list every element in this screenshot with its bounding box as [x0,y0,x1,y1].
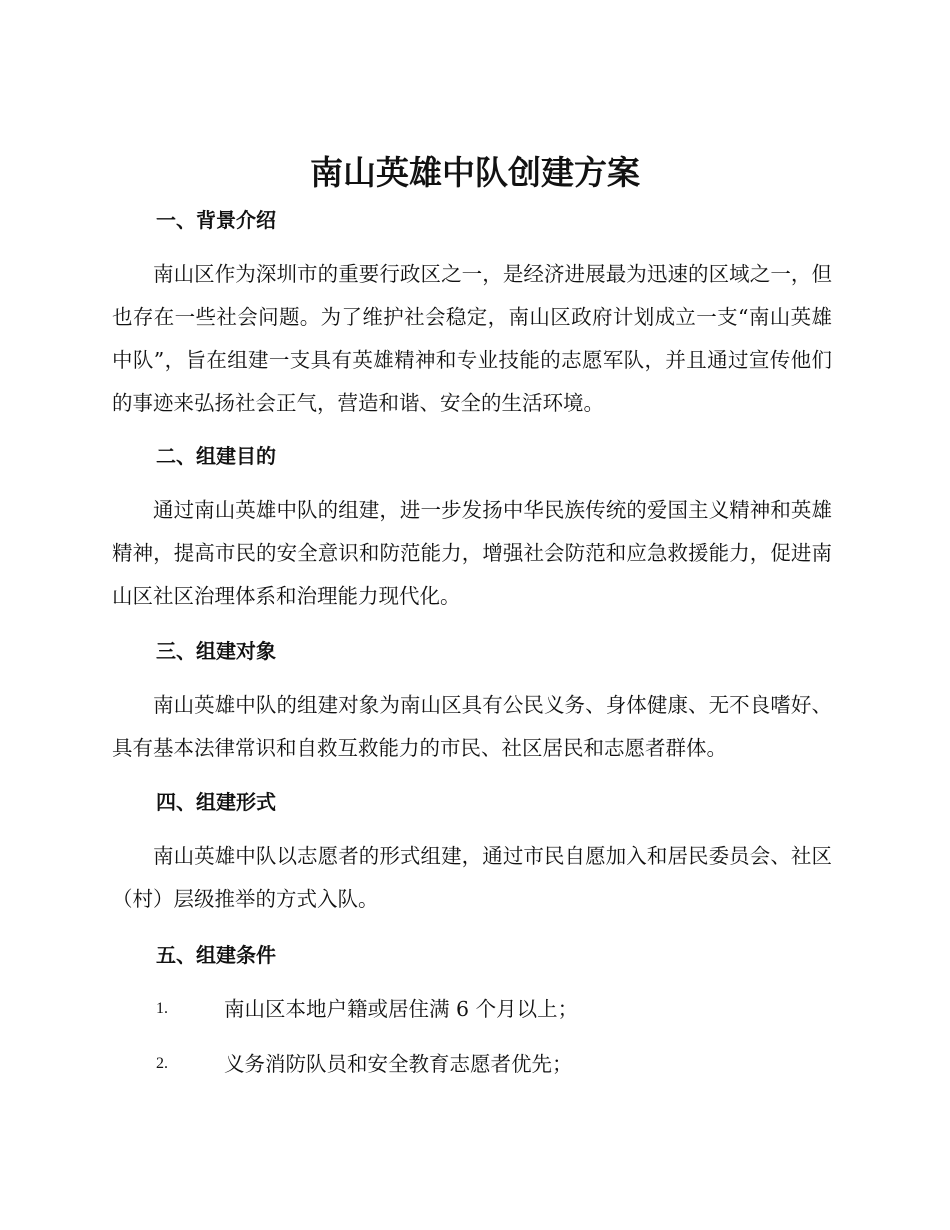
list-item-text: 南山区本地户籍或居住满 6 个月以上； [224,997,579,1021]
section-heading-target: 三、组建对象 [156,639,276,663]
list-item-number: 1. [156,1000,168,1017]
section-heading-purpose: 二、组建目的 [156,444,276,468]
list-item [156,1049,836,1079]
section-heading-form: 四、组建形式 [156,790,276,814]
section-body-form: 南山英雄中队以志愿者的形式组建，通过市民自愿加入和居民委员会、社区（村）层级推举的方式入队。 [112,844,832,911]
list-item-number: 2. [156,1055,168,1072]
section-body-purpose: 通过南山英雄中队的组建，进一步发扬中华民族传统的爱国主义精神和英雄精神，提高市民的安全意识和防范能力，增强社会防范和应急救援能力，促进南山区社区治理体系和治理能力现代化。 [112,498,832,608]
section-heading-conditions: 五、组建条件 [156,943,276,967]
document-title: 南山英雄中队创建方案 [310,153,640,192]
section-heading-background: 一、背景介绍 [156,208,276,232]
section-body-background: 南山区作为深圳市的重要行政区之一，是经济进展最为迅速的区域之一，但也存在一些社会问题。为了维护社会稳定，南山区政府计划成立一支“南山英雄中队”，旨在组建一支具有英雄精神和专业技能的志愿军队，并且通过宣传他们的事迹来弘扬社会正气，营造和谐、安全的生活环境。 [112,262,832,415]
section-body-target: 南山英雄中队的组建对象为南山区具有公民义务、身体健康、无不良嗜好、具有基本法律常识和自救互救能力的市民、社区居民和志愿者群体。 [112,693,832,760]
list-item-text: 义务消防队员和安全教育志愿者优先； [224,1052,573,1076]
list-item [156,994,836,1024]
